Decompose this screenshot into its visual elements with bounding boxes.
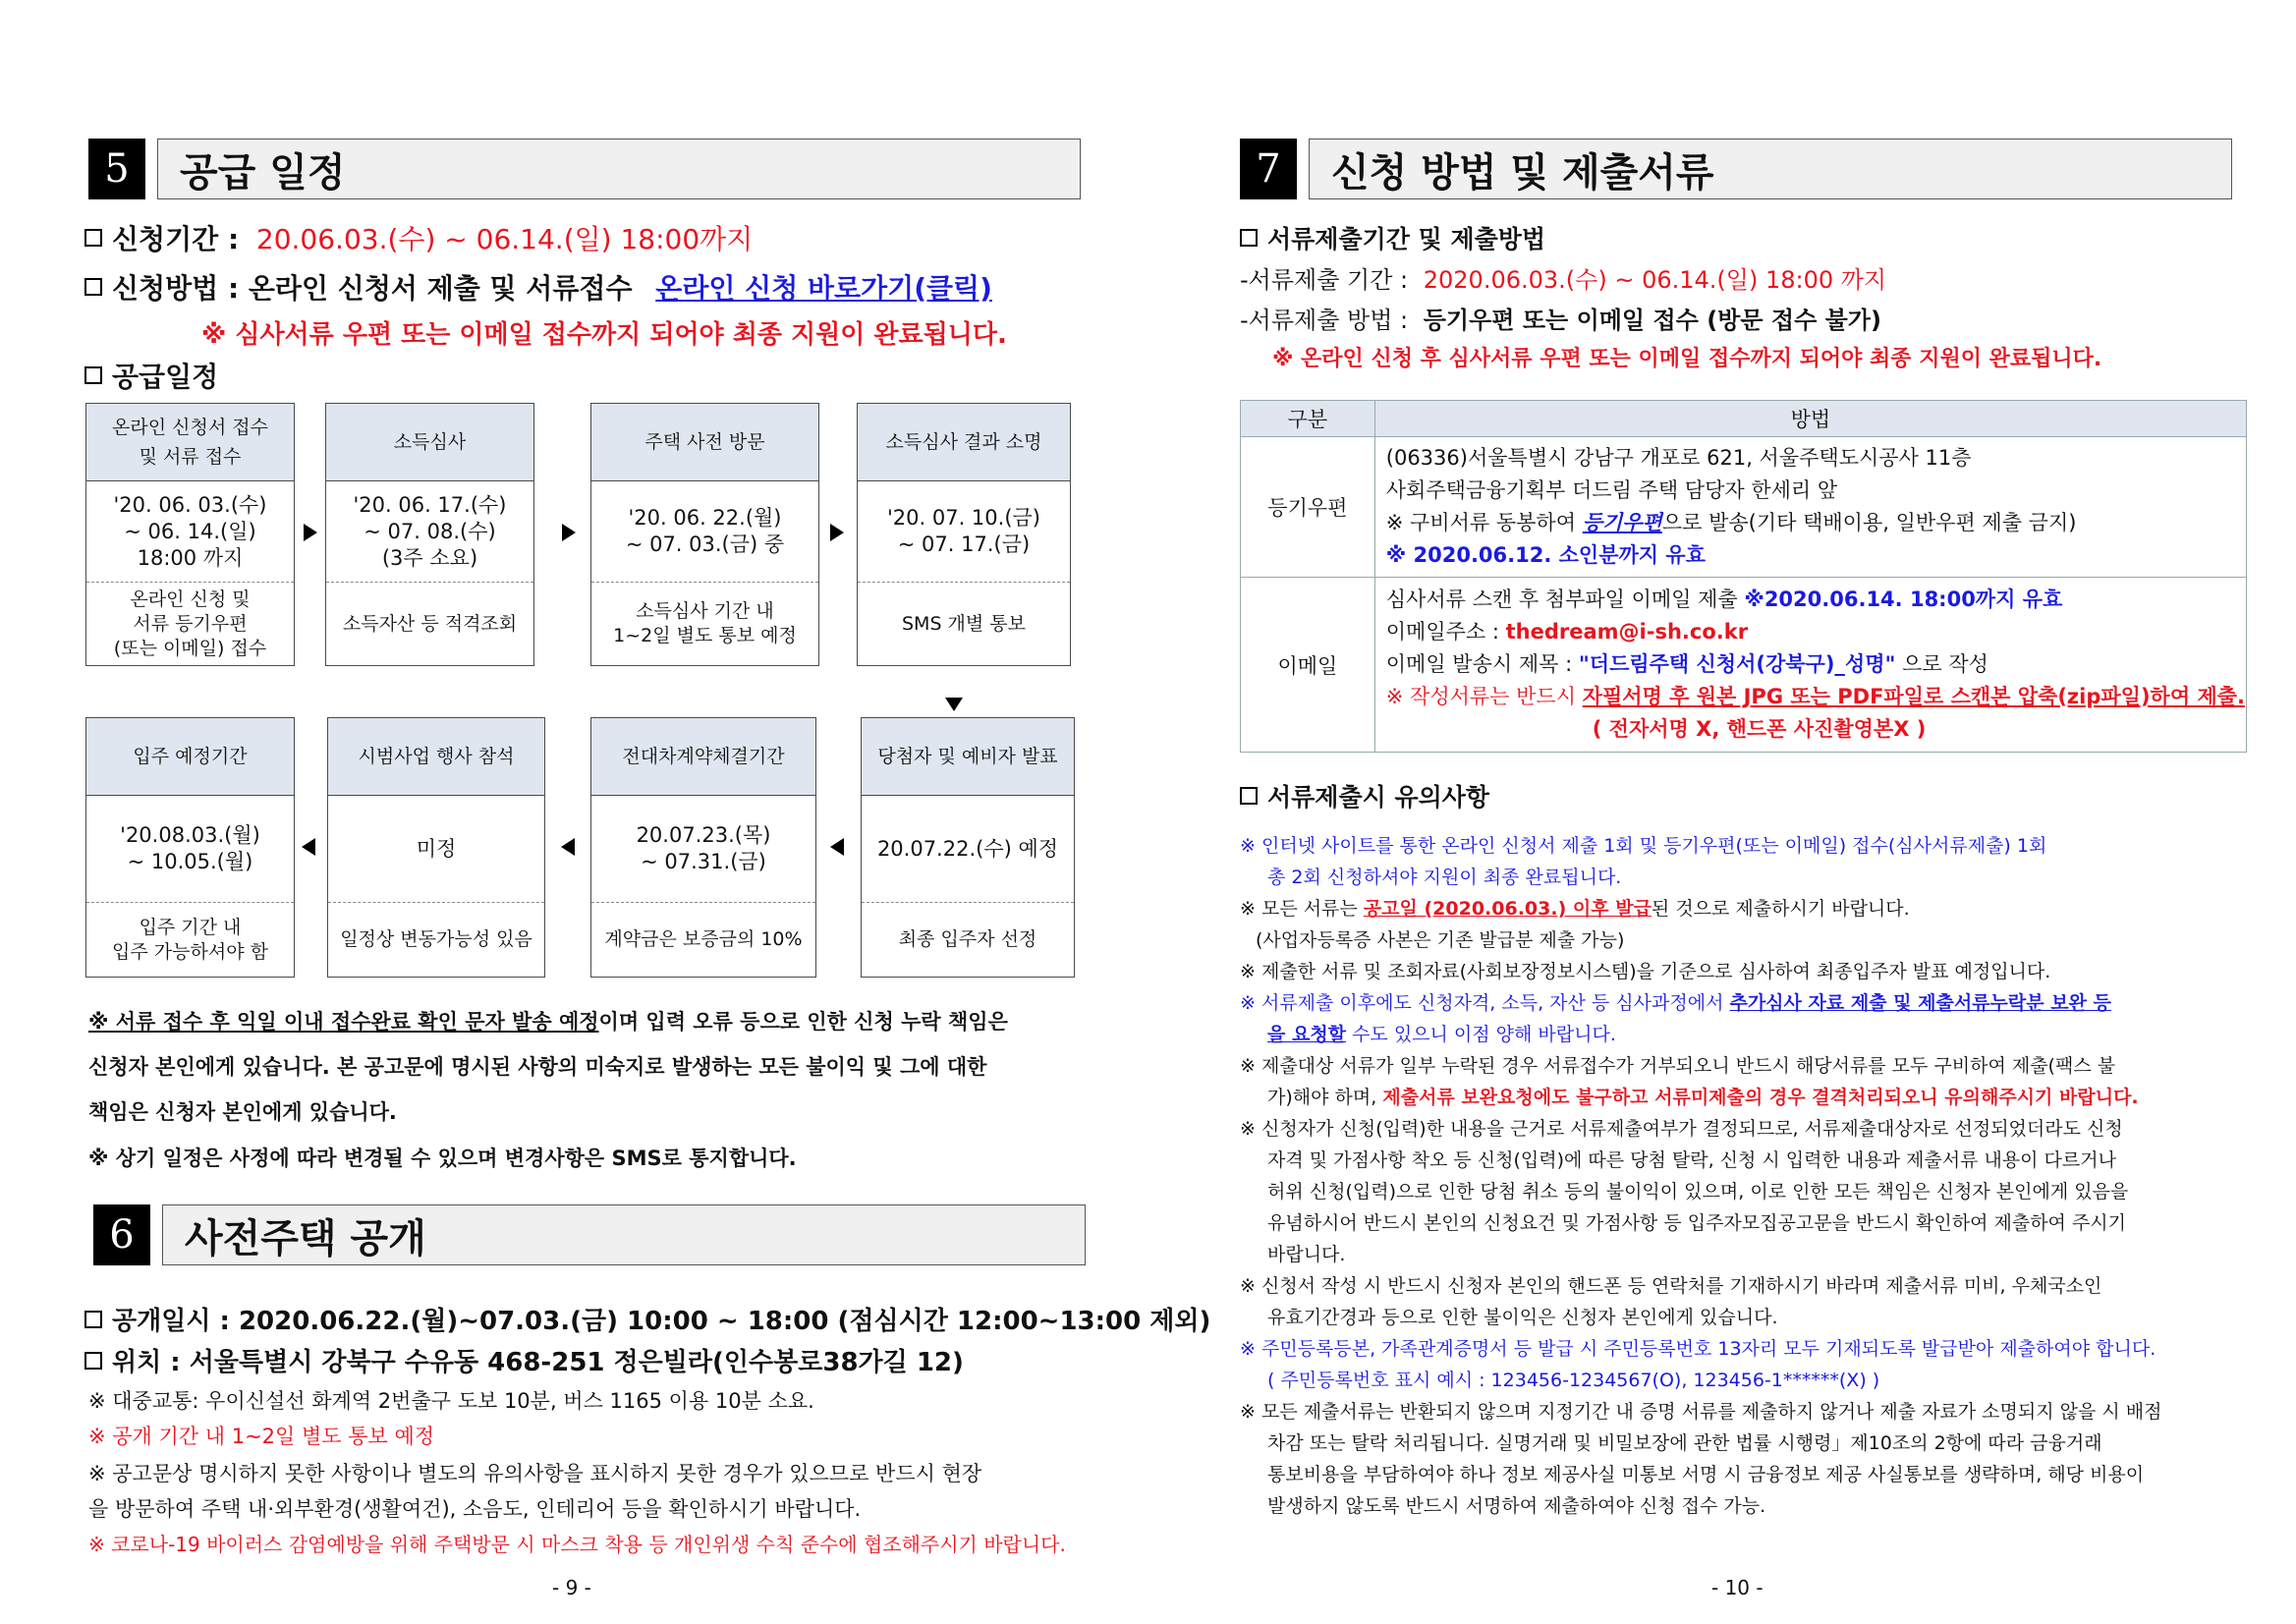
table-row: 이메일 심사서류 스캔 후 첨부파일 이메일 제출 ※2020.06.14. 18:00까지 유효 이메일주소 : thedream@i-sh.co.kr 이메일 발송시 제목 : "더드림주택 신청서(강북구)_성명" 으로 작성 ※ 작성서류는 반드시 자필서명 후 원본 JPG 또는 PDF파일로 스캔본 압축(zip파일)하여 제출. ( 전자서명 X, 핸드폰 사진촬영본X ) — [1241, 578, 2247, 753]
submission-note: ※ 온라인 신청 후 심사서류 우편 또는 이메일 접수까지 되어야 최종 지원이 완료됩니다. — [1272, 347, 2102, 371]
arrow-left-icon — [561, 838, 575, 856]
checkbox-icon — [84, 278, 102, 296]
flow-step-winner-announcement: 당첨자 및 예비자 발표 20.07.22.(수) 예정 최종 입주자 선정 — [861, 717, 1075, 978]
schedule-note-1b: 신청자 본인에게 있습니다. 본 공고문에 명시된 사항의 미숙지로 발생하는 모든 불이익 및 그에 대한 — [88, 1055, 987, 1079]
method-note: ※ 심사서류 우편 또는 이메일 접수까지 되어야 최종 지원이 완료됩니다. — [201, 320, 1007, 350]
checkbox-icon — [84, 366, 102, 384]
visit-note-a: ※ 공고문상 명시하지 못한 사항이나 별도의 유의사항을 표시하지 못한 경우가 있으므로 반드시 현장 — [88, 1462, 982, 1485]
flow-step-result-explanation: 소득심사 결과 소명 '20. 07. 10.(금) ~ 07. 17.(금) SMS 개별 통보 — [857, 403, 1071, 666]
checkbox-icon — [84, 229, 102, 247]
arrow-down-icon — [945, 698, 963, 711]
visit-note-b: 을 방문하여 주택 내·외부환경(생활여건), 소음도, 인테리어 등을 확인하시기 바랍니다. — [88, 1497, 862, 1521]
section-7-title: 신청 방법 및 제출서류 — [1309, 139, 2232, 199]
schedule-heading: 공급일정 — [84, 356, 218, 395]
open-date: 공개일시 : 2020.06.22.(월)~07.03.(금) 10:00 ~ 18:00 (점심시간 12:00~13:00 제외) — [84, 1301, 1210, 1337]
flow-step-pilot-event: 시범사업 행사 참석 미정 일정상 변동가능성 있음 — [327, 717, 545, 978]
submission-period: -서류제출 기간 : 2020.06.03.(수) ~ 06.14.(일) 18:00 까지 — [1240, 266, 1887, 294]
table-row: 등기우편 (06336)서울특별시 강남구 개포로 621, 서울주택도시공사 11층 사회주택금융기획부 더드림 주택 담당자 한세리 앞 ※ 구비서류 동봉하여 등기우편으로 발송(기타 택배이용, 일반우편 제출 금지) ※ 2020.06.12. 소인분까지 유효 — [1241, 437, 2247, 578]
transit-info: ※ 대중교통: 우이신설선 화계역 2번출구 도보 10분, 버스 1165 이용 10분 소요. — [88, 1389, 814, 1413]
application-period: 신청기간 : 20.06.03.(수) ~ 06.14.(일) 18:00까지 — [84, 218, 753, 257]
row-label-registered-mail: 등기우편 — [1241, 437, 1375, 578]
submission-method: -서류제출 방법 : 등기우편 또는 이메일 접수 (방문 접수 불가) — [1240, 307, 1881, 334]
covid-notice: ※ 코로나-19 바이러스 감염예방을 위해 주택방문 시 마스크 착용 등 개인위생 수칙 준수에 협조해주시기 바랍니다. — [88, 1533, 1066, 1556]
section-6-number: 6 — [93, 1204, 150, 1265]
arrow-left-icon — [302, 838, 315, 856]
caution-heading: 서류제출시 유의사항 — [1240, 778, 1489, 813]
table-header-category: 구분 — [1241, 401, 1375, 437]
checkbox-icon — [84, 1311, 102, 1328]
schedule-note-2: ※ 상기 일정은 사정에 따라 변경될 수 있으며 변경사항은 SMS로 통지합니다. — [88, 1147, 797, 1170]
page-number-left: - 9 - — [552, 1576, 591, 1599]
section-7-number: 7 — [1240, 139, 1297, 199]
arrow-right-icon — [304, 524, 317, 541]
flow-step-house-visit: 주택 사전 방문 '20. 06. 22.(월) ~ 07. 03.(금) 중 소득심사 기간 내 1~2일 별도 통보 예정 — [590, 403, 819, 666]
flow-step-move-in: 입주 예정기간 '20.08.03.(월) ~ 10.05.(월) 입주 기간 내 입주 가능하셔야 함 — [85, 717, 295, 978]
caution-list: ※ 인터넷 사이트를 통한 온라인 신청서 제출 1회 및 등기우편(또는 이메일) 접수(심사서류제출) 1회 총 2회 신청하셔야 지원이 최종 완료됩니다. ※ 모든 서류는 공고일 (2020.06.03.) 이후 발급된 것으로 제출하시기 바랍니다. (사업자등록증 사본은 기존 발급분 제출 가능) ※ 제출한 서류 및 조회자료(사회보장정보시스템)을 기준으로 심사하여 최종입주자 발표 예정입니다. ※ 서류제출 이후에도 신청자격, 소득, 자산 등 심사과정에서 추가심사 자료 제출 및 제출서류누락분 보완 등 을 요청할 수도 있으니 이점 양해 바랍니다. ※ 제출대상 서류가 일부 누락된 경우 서류접수가 거부되오니 반드시 해당서류를 모두 구비하여 제출(팩스 불 가)해야 하며, 제출서류 보완요청에도 불구하고 서류미제출의 경우 결격처리되오니 유의해주시기 바랍니다. ※ 신청자가 신청(입력)한 내용을 근거로 서류제출여부가 결정되므로, 서류제출대상자로 선정되었더라도 신청 자격 및 가점사항 착오 등 신청(입력)에 따른 당첨 탈락, 신청 시 입력한 내용과 제출서류 내용이 다르거나 허위 신청(입력)으로 인한 당첨 취소 등의 불이익이 있으며, 이로 인한 모든 책임은 신청자 본인에게 있음을 유념하시어 반드시 본인의 신청요건 및 가점사항 등 입주자모집공고문을 반드시 확인하여 제출하여 주시기 바랍니다. ※ 신청서 작성 시 반드시 신청자 본인의 핸드폰 등 연락처를 기재하시기 바라며 제출서류 미비, 우체국소인 유효기간경과 등으로 인한 불이익은 신청자 본인에게 있습니다. ※ 주민등록등본, 가족관계증명서 등 발급 시 주민등록번호 13자리 모두 기재되도록 발급받아 제출하여야 합니다. ( 주민등록번호 표시 예시 : 123456-1234567(O), 123456-1******(X) ) ※ 모든 제출서류는 반환되지 않으며 지정기간 내 증명 서류를 제출하지 않거나 제출 자료가 소명되지 않을 시 배점 차감 또는 탈락 처리됩니다. 실명거래 및 비밀보장에 관한 법률 시행령」제10조의 2항에 따라 금융거래 통보비용을 부담하여야 하나 정보 제공사실 미통보 서명 시 금융정보 제공 사실통보를 생략하며, 해당 비용이 발생하지 않도록 반드시 서명하여 제출하여야 신청 접수 가능. — [1240, 835, 2162, 1517]
flow-step-income-review: 소득심사 '20. 06. 17.(수) ~ 07. 08.(수) (3주 소요) 소득자산 등 적격조회 — [325, 403, 534, 666]
page-number-right: - 10 - — [1711, 1576, 1764, 1599]
arrow-left-icon — [830, 838, 844, 856]
flow-step-online-application: 온라인 신청서 접수 및 서류 접수 '20. 06. 03.(수) ~ 06. 14.(일) 18:00 까지 온라인 신청 및 서류 등기우편 (또는 이메일) 접수 — [85, 403, 295, 666]
arrow-right-icon — [562, 524, 576, 541]
visit-notice: ※ 공개 기간 내 1~2일 별도 통보 예정 — [88, 1425, 435, 1448]
submission-heading: 서류제출기간 및 제출방법 — [1240, 220, 1545, 255]
table-header-method: 방법 — [1374, 401, 2246, 437]
section-5-title: 공급 일정 — [157, 139, 1081, 199]
flow-step-sublease-contract: 전대차계약체결기간 20.07.23.(목) ~ 07.31.(금) 계약금은 보증금의 10% — [590, 717, 816, 978]
schedule-note-1: ※ 서류 접수 후 익일 이내 접수완료 확인 문자 발송 예정이며 입력 오류 등으로 인한 신청 누락 책임은 — [88, 1010, 1008, 1034]
house-location: 위치 : 서울특별시 강북구 수유동 468-251 정은빌라(인수봉로38가길 12) — [84, 1342, 964, 1378]
online-apply-link[interactable]: 온라인 신청 바로가기(클릭) — [655, 272, 992, 305]
email-address[interactable]: thedream@i-sh.co.kr — [1505, 620, 1749, 644]
checkbox-icon — [1240, 787, 1258, 805]
application-method: 신청방법 : 온라인 신청서 제출 및 서류접수 온라인 신청 바로가기(클릭) — [84, 267, 992, 307]
arrow-right-icon — [830, 524, 844, 541]
section-6-title: 사전주택 공개 — [162, 1204, 1086, 1265]
submission-method-table — [1240, 400, 2247, 753]
row-label-email: 이메일 — [1241, 578, 1375, 753]
checkbox-icon — [1240, 229, 1258, 247]
section-5-number: 5 — [88, 139, 145, 199]
checkbox-icon — [84, 1352, 102, 1370]
schedule-note-1c: 책임은 신청자 본인에게 있습니다. — [88, 1100, 397, 1124]
